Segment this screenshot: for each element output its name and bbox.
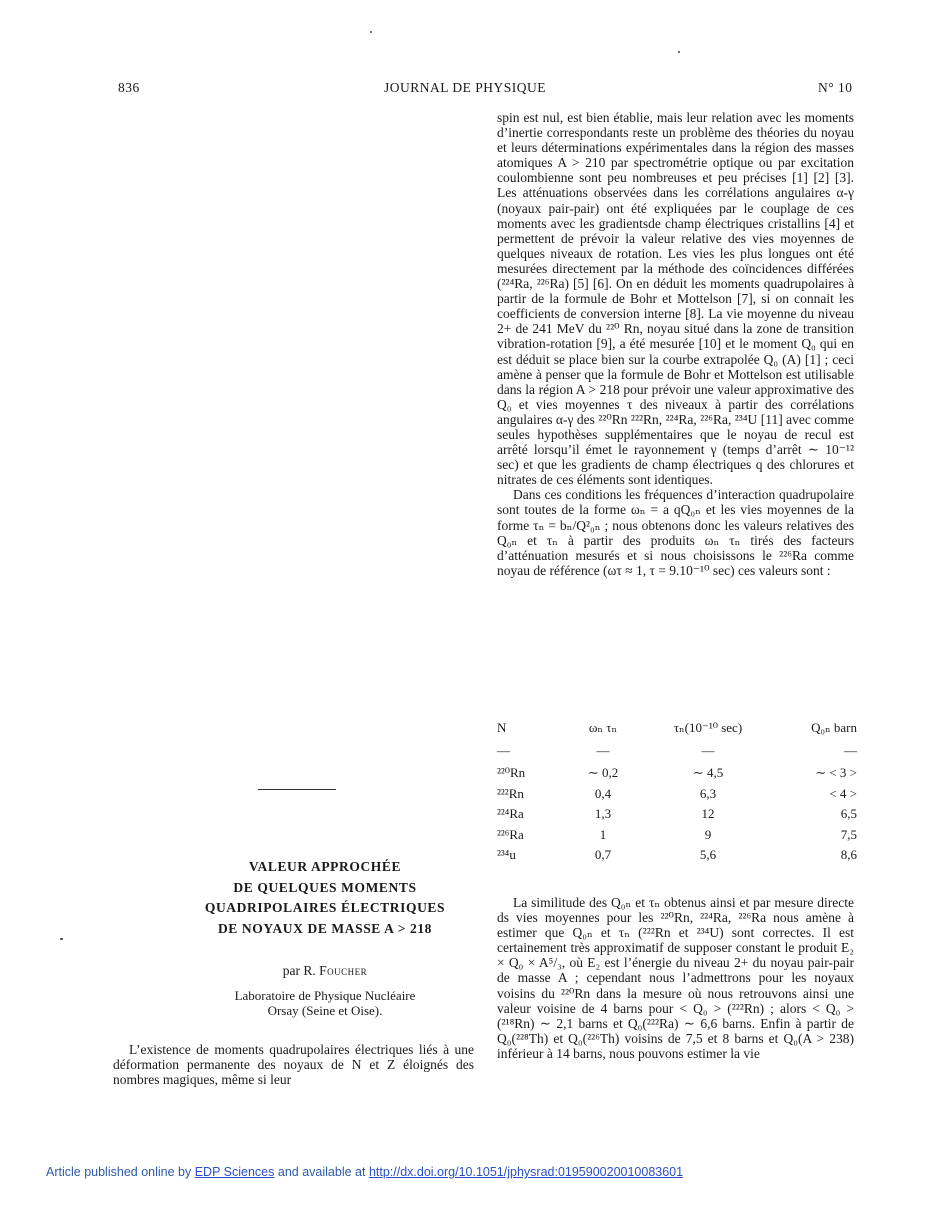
table-row [497, 804, 857, 825]
table-cell: ²²⁰Rn [497, 765, 526, 781]
table-cell: ∼ 4,5 [692, 765, 724, 781]
table-cell: 1,3 [594, 806, 612, 822]
table-cell: 12 [701, 806, 715, 822]
table-dash: — [701, 743, 715, 758]
issue-number: N° 10 [818, 80, 853, 95]
table-cell: 6,5 [840, 806, 857, 822]
title-line: QUADRIPOLAIRES ÉLECTRIQUES [204, 900, 446, 915]
table-dash: — [497, 743, 510, 758]
table-header-row [497, 717, 857, 739]
footer-prefix: Article published online by [46, 1165, 192, 1179]
body-paragraph: spin est nul, est bien établie, mais leur relation avec les moments d’inertie correspondants reste un problème des théories du noyau et leurs déterminations expérimentales dans la région des masses atomiques A > 210 par spectrométrie optique ou par excitation coulombienne sont peu nombreuses et peu précises [1] [2] [3]. Les atténuations observées dans les corrélations angulaires α-γ (noyaux pair-pair) ont été expliquées par le couplage de ces moments avec les gradientsde champ électriques cristallins [4] et permettent de prévoir la valeur relative des vies moyennes de quelques niveaux de rotation. Les vies les plus longues ont été mesurées directement par la méthode des coïncidences différées (²²⁴Ra, ²²⁶Ra) [5] [6]. On en déduit les moments quadrupolaires à partir de la formule de Bohr et Mottelson [7], si on connait les coefficients de conversion interne [8]. La vie moyenne du niveau 2+ de 241 MeV du ²²⁰ Rn, noyau situé dans la zone de transition vibration-rotation [9], a été mesurée [10] et le moment Q₀ qui en est déduit se place bien sur la courbe extrapolée Q₀ (A) [1] ; ceci amène à penser que la formule de Bohr et Mottelson est utilisable dans la région A > 218 pour prévoir une valeur approximative des Q₀ et vies moyennes τ des niveaux à partir des corrélations angulaires α-γ des ²²⁰Rn ²²²Rn, ²²⁴Ra, ²²⁶Ra, ²³⁴U [11] avec comme seules hypothèses supplémentaires que le noyau de recul est arrêté lorsqu’il émet le rayonnement γ (temps d’arrêt ∼ 10⁻¹² sec) et que les gradients de champ électriques q des chlorures et nitrates de ces éléments sont identiques. [497, 110, 854, 488]
left-column [113, 1042, 474, 1087]
right-column-top [497, 110, 854, 578]
title-line: DE QUELQUES MOMENTS [233, 879, 417, 895]
table-cell: 9 [704, 826, 712, 842]
table-cell: ∼ < 3 > [815, 765, 857, 781]
table-cell: 5,6 [699, 847, 717, 863]
table-cell: ∼ 0,2 [587, 765, 619, 781]
footer-middle: and available at [277, 1165, 366, 1179]
affiliation-line: Laboratoire de Physique Nucléaire [234, 988, 416, 1003]
body-paragraph: Dans ces conditions les fréquences d’interaction quadrupolaire sont toutes de la forme ωₙ = a qQ₀ₙ et les vies moyennes de la forme τₙ = bₙ/Q²₀ₙ ; nous obtenons donc les valeurs relatives des Q₀ₙ et τₙ à partir des produits ωₙ τₙ tirés des facteurs d’atténuation mesurés et si nous choisissons le ²²⁶Ra comme noyau de référence (ωτ ≈ 1, τ = 9.10⁻¹⁰ sec) ces valeurs sont : [497, 487, 854, 578]
table-cell: 0,7 [594, 847, 612, 863]
table-cell: ²²²Rn [497, 785, 524, 801]
body-paragraph: La similitude des Q₀ₙ et τₙ obtenus ainsi et par mesure directe ds vies moyennes pour les ²²⁰Rn, ²²⁴Ra, ²²⁶Ra nous amène à estimer que Q₀ₙ et τₙ (²²²Rn et ²³⁴U) sont correctes. Il est certainement très approximatif de supposer constant le produit E₂ × Q₀ × A⁵/₃, où E₂ est l’énergie du niveau 2+ du noyau pair-pair de masse A ; cependant nous l’admettrons pour les noyaux voisins du ²²⁰Rn dans la mesure où nous retrouvons ainsi une valeur voisine de 4 barns pour < Q₀ > (²²²Rn) ; alors < Q₀ > (²¹⁸Rn) ∼ 2,1 barns et Q₀(²²²Ra) ∼ 6,6 barns. Enfin à partir de Q₀(²²⁸Th) et Q₀(²²⁶Th) voisins de 7,5 et 8 barns et Q₀(A > 238) inférieur à 14 barns, nous pouvons estimer la vie [497, 895, 854, 1061]
results-table [497, 717, 857, 866]
table-cell: ²²⁴Ra [497, 806, 524, 822]
page-number: 836 [118, 80, 140, 95]
scan-speck [678, 51, 680, 53]
table-cell: ²²⁶Ra [497, 826, 524, 842]
scan-speck [370, 31, 372, 33]
scan-speck [60, 938, 63, 940]
table-header-cell: ωₙ τₙ [588, 720, 618, 735]
table-dash: — [596, 743, 610, 758]
publisher-link[interactable]: EDP Sciences [194, 1165, 275, 1179]
table-cell: 0,4 [594, 785, 612, 801]
journal-title: JOURNAL DE PHYSIQUE [383, 80, 546, 95]
table-cell: 7,5 [840, 826, 857, 842]
author-prefix: par R. [282, 963, 316, 978]
author-name: Foucher [319, 963, 368, 978]
affiliation [160, 988, 490, 1018]
title-line: DE NOYAUX DE MASSE A > 218 [217, 920, 433, 936]
section-separator [258, 789, 336, 790]
table-cell: 8,6 [840, 847, 857, 863]
doi-link[interactable]: http://dx.doi.org/10.1051/jphysrad:019590020010083601 [368, 1165, 684, 1179]
table-header-cell: τₙ(10⁻¹⁰ sec) [673, 720, 743, 735]
publication-footer [46, 1165, 683, 1179]
author-line [160, 963, 490, 979]
body-paragraph: L’existence de moments quadrupolaires électriques liés à une déformation permanente des noyaux de N et Z éloignés des nombres magiques, même si leur [113, 1042, 474, 1088]
affiliation-line: Orsay (Seine et Oise). [267, 1003, 383, 1018]
table-row [497, 845, 857, 866]
table-dash-row [497, 739, 857, 763]
table-dash: — [844, 743, 857, 758]
right-column-bottom [497, 895, 854, 1061]
table-header-cell: N [497, 720, 507, 735]
table-header-cell: Q₀ₙ barn [811, 720, 857, 735]
title-line: VALEUR APPROCHÉE [248, 859, 402, 874]
article-title [160, 857, 490, 939]
table-row [497, 763, 857, 784]
table-row [497, 825, 857, 846]
table-cell: ²³⁴u [497, 847, 516, 863]
table-cell: 1 [599, 826, 607, 842]
table-row [497, 784, 857, 805]
table-cell: < 4 > [829, 785, 857, 801]
table-cell: 6,3 [699, 785, 717, 801]
